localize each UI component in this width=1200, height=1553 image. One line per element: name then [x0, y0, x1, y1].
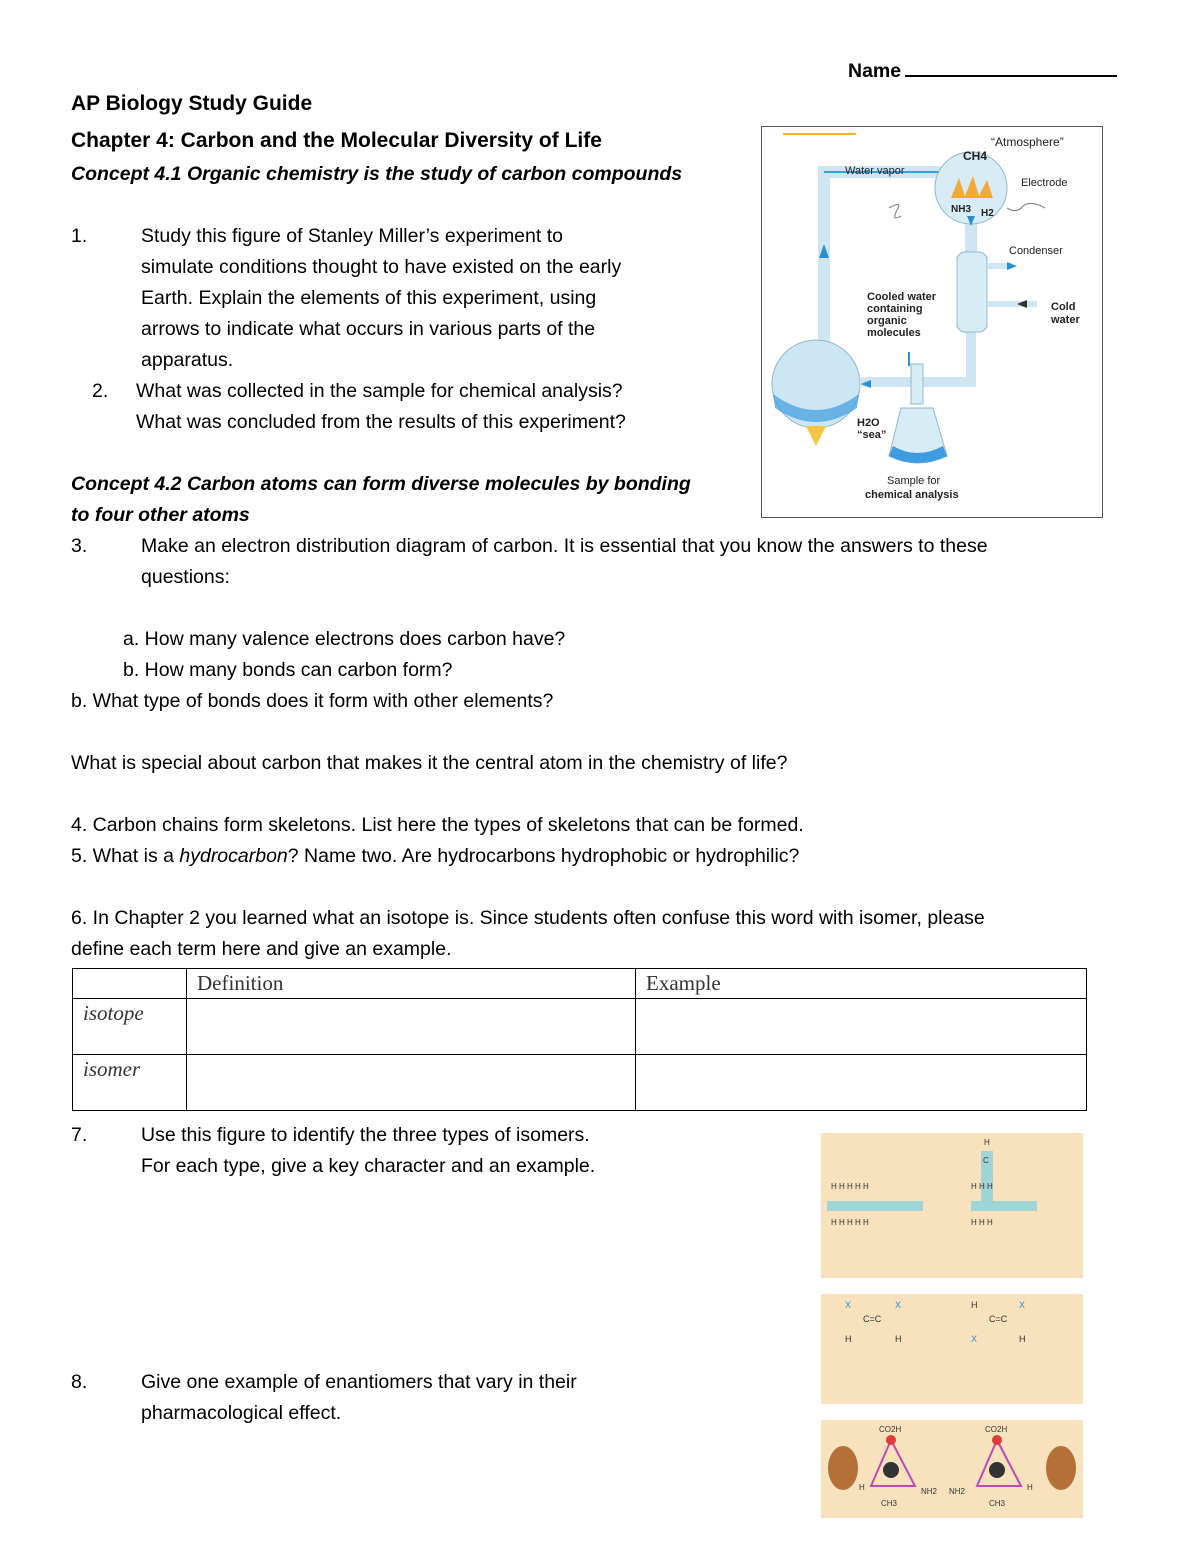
q3-part-b2: b. What type of bonds does it form with other elements? [71, 690, 554, 712]
table-header-cell: Definition [187, 969, 636, 999]
c-label: C [983, 1156, 989, 1165]
fig-label-cooled-3: organic [867, 315, 907, 327]
q1-line: simulate conditions thought to have existed on the early [141, 256, 622, 278]
example-answer-cell[interactable] [636, 1055, 1087, 1111]
fig-label-sample-2: chemical analysis [865, 489, 959, 501]
fig-label-cooled-1: Cooled water [867, 291, 937, 303]
svg-text:C=C: C=C [863, 1314, 882, 1324]
question-4: 4. Carbon chains form skeletons. List here the types of skeletons that can be formed. [71, 814, 804, 836]
page-title: AP Biology Study Guide [71, 92, 313, 115]
svg-text:H: H [971, 1300, 978, 1310]
miller-experiment-figure [761, 126, 1103, 518]
fig-label-h2o: H2O [857, 417, 880, 429]
q2-line: What was concluded from the results of this experiment? [136, 411, 626, 433]
fig-label-cold-2: water [1051, 314, 1080, 326]
fig-label-cooled-4: molecules [867, 327, 921, 339]
q8-number: 8. [71, 1371, 88, 1393]
svg-text:H H H H H: H H H H H [831, 1182, 869, 1191]
q7-number: 7. [71, 1124, 88, 1146]
question-8-text: Give one example of enantiomers that vary in their pharmacological effect. [141, 1371, 577, 1424]
svg-text:H: H [859, 1483, 865, 1492]
concept-4-1-heading: Concept 4.1 Organic chemistry is the study of carbon compounds [71, 163, 683, 185]
name-blank-line[interactable] [905, 57, 1117, 77]
fig-label-electrode: Electrode [1021, 177, 1068, 189]
table-row-term: isotope [73, 999, 187, 1055]
q3-part-a: a. How many valence electrons does carbon have? [123, 628, 566, 650]
table-header-row [73, 969, 1087, 999]
question-2-text [136, 376, 626, 438]
q1-line: arrows to indicate what occurs in various parts of the [141, 318, 596, 340]
fig-label-sample-1: Sample for [887, 475, 941, 487]
enantiomers-figure [821, 1420, 1083, 1518]
question-3-text: Make an electron distribution diagram of carbon. It is essential that you know the answers to these questions: [141, 535, 988, 588]
example-answer-cell[interactable] [636, 999, 1087, 1055]
isotope-isomer-table [72, 968, 1087, 1111]
q1-line: Study this figure of Stanley Miller’s experiment to [141, 225, 563, 247]
name-label: Name [848, 60, 902, 82]
fig-label-nh3: NH3 [951, 204, 972, 215]
svg-text:H H H H H: H H H H H [831, 1218, 869, 1227]
fig-label-h2: H2 [981, 208, 994, 219]
svg-text:H H H: H H H [971, 1182, 993, 1191]
q2-line: What was collected in the sample for chemical analysis? [136, 380, 623, 402]
svg-text:H: H [1019, 1334, 1026, 1344]
co2h-label: CO2H [879, 1425, 902, 1434]
table-row [73, 999, 1087, 1055]
ch3-label: CH3 [881, 1499, 898, 1508]
question-5: 5. What is a hydrocarbon? Name two. Are hydrocarbons hydrophobic or hydrophilic? [71, 845, 800, 867]
cis-trans-isomers-figure [821, 1294, 1083, 1404]
svg-text:X: X [895, 1300, 902, 1310]
svg-text:H: H [845, 1334, 852, 1344]
svg-text:H H H: H H H [971, 1218, 993, 1227]
svg-text:X: X [971, 1334, 978, 1344]
fig-label-sea: “sea” [857, 429, 887, 441]
fig-label-cold-1: Cold [1051, 301, 1076, 313]
definition-answer-cell[interactable] [187, 1055, 636, 1111]
svg-text:CH3: CH3 [989, 1499, 1006, 1508]
fig-label-condenser: Condenser [1009, 245, 1063, 257]
question-6: 6. In Chapter 2 you learned what an isotope is. Since students often confuse this word with isomer, please define each term here and give an example. [71, 907, 985, 960]
name-field[interactable] [848, 56, 1117, 87]
structural-isomers-figure [821, 1133, 1083, 1278]
q1-line: apparatus. [141, 349, 234, 371]
svg-text:H: H [1027, 1483, 1033, 1492]
svg-text:X: X [1019, 1300, 1026, 1310]
table-row [73, 1055, 1087, 1111]
question-7-text: Use this figure to identify the three types of isomers. For each type, give a key character and an example. [141, 1124, 596, 1177]
q3-number: 3. [71, 535, 88, 557]
svg-text:CO2H: CO2H [985, 1425, 1008, 1434]
x-label: X [845, 1300, 852, 1310]
q1-line: Earth. Explain the elements of this experiment, using [141, 287, 597, 309]
fig-label-ch4: CH4 [963, 149, 988, 163]
fig-label-cooled-2: containing [867, 303, 923, 315]
svg-text:H: H [895, 1334, 902, 1344]
q2-number: 2. [92, 380, 109, 402]
table-header-cell: Example [636, 969, 1087, 999]
question-carbon-special: What is special about carbon that makes it the central atom in the chemistry of life? [71, 752, 788, 774]
table-row-term: isomer [73, 1055, 187, 1111]
h-label: H [984, 1138, 990, 1147]
fig-label-atmosphere: “Atmosphere” [991, 135, 1064, 149]
chapter-title: Chapter 4: Carbon and the Molecular Diversity of Life [71, 129, 602, 152]
nh2-label: NH2 [921, 1487, 938, 1496]
fig-label-water-vapor: Water vapor [845, 165, 905, 177]
hydrocarbon-term: hydrocarbon [179, 845, 288, 867]
q1-number: 1. [71, 225, 88, 247]
table-header-cell [73, 969, 187, 999]
definition-answer-cell[interactable] [187, 999, 636, 1055]
question-1-text [141, 221, 621, 376]
question-1 [71, 221, 87, 252]
svg-text:C=C: C=C [989, 1314, 1008, 1324]
svg-text:NH2: NH2 [949, 1487, 966, 1496]
right-hand-icon [1046, 1446, 1076, 1490]
q3-part-b: b. How many bonds can carbon form? [123, 659, 453, 681]
left-hand-icon [828, 1446, 858, 1490]
concept-4-2-heading: Concept 4.2 Carbon atoms can form diverse molecules by bonding to four other atoms [71, 473, 691, 526]
